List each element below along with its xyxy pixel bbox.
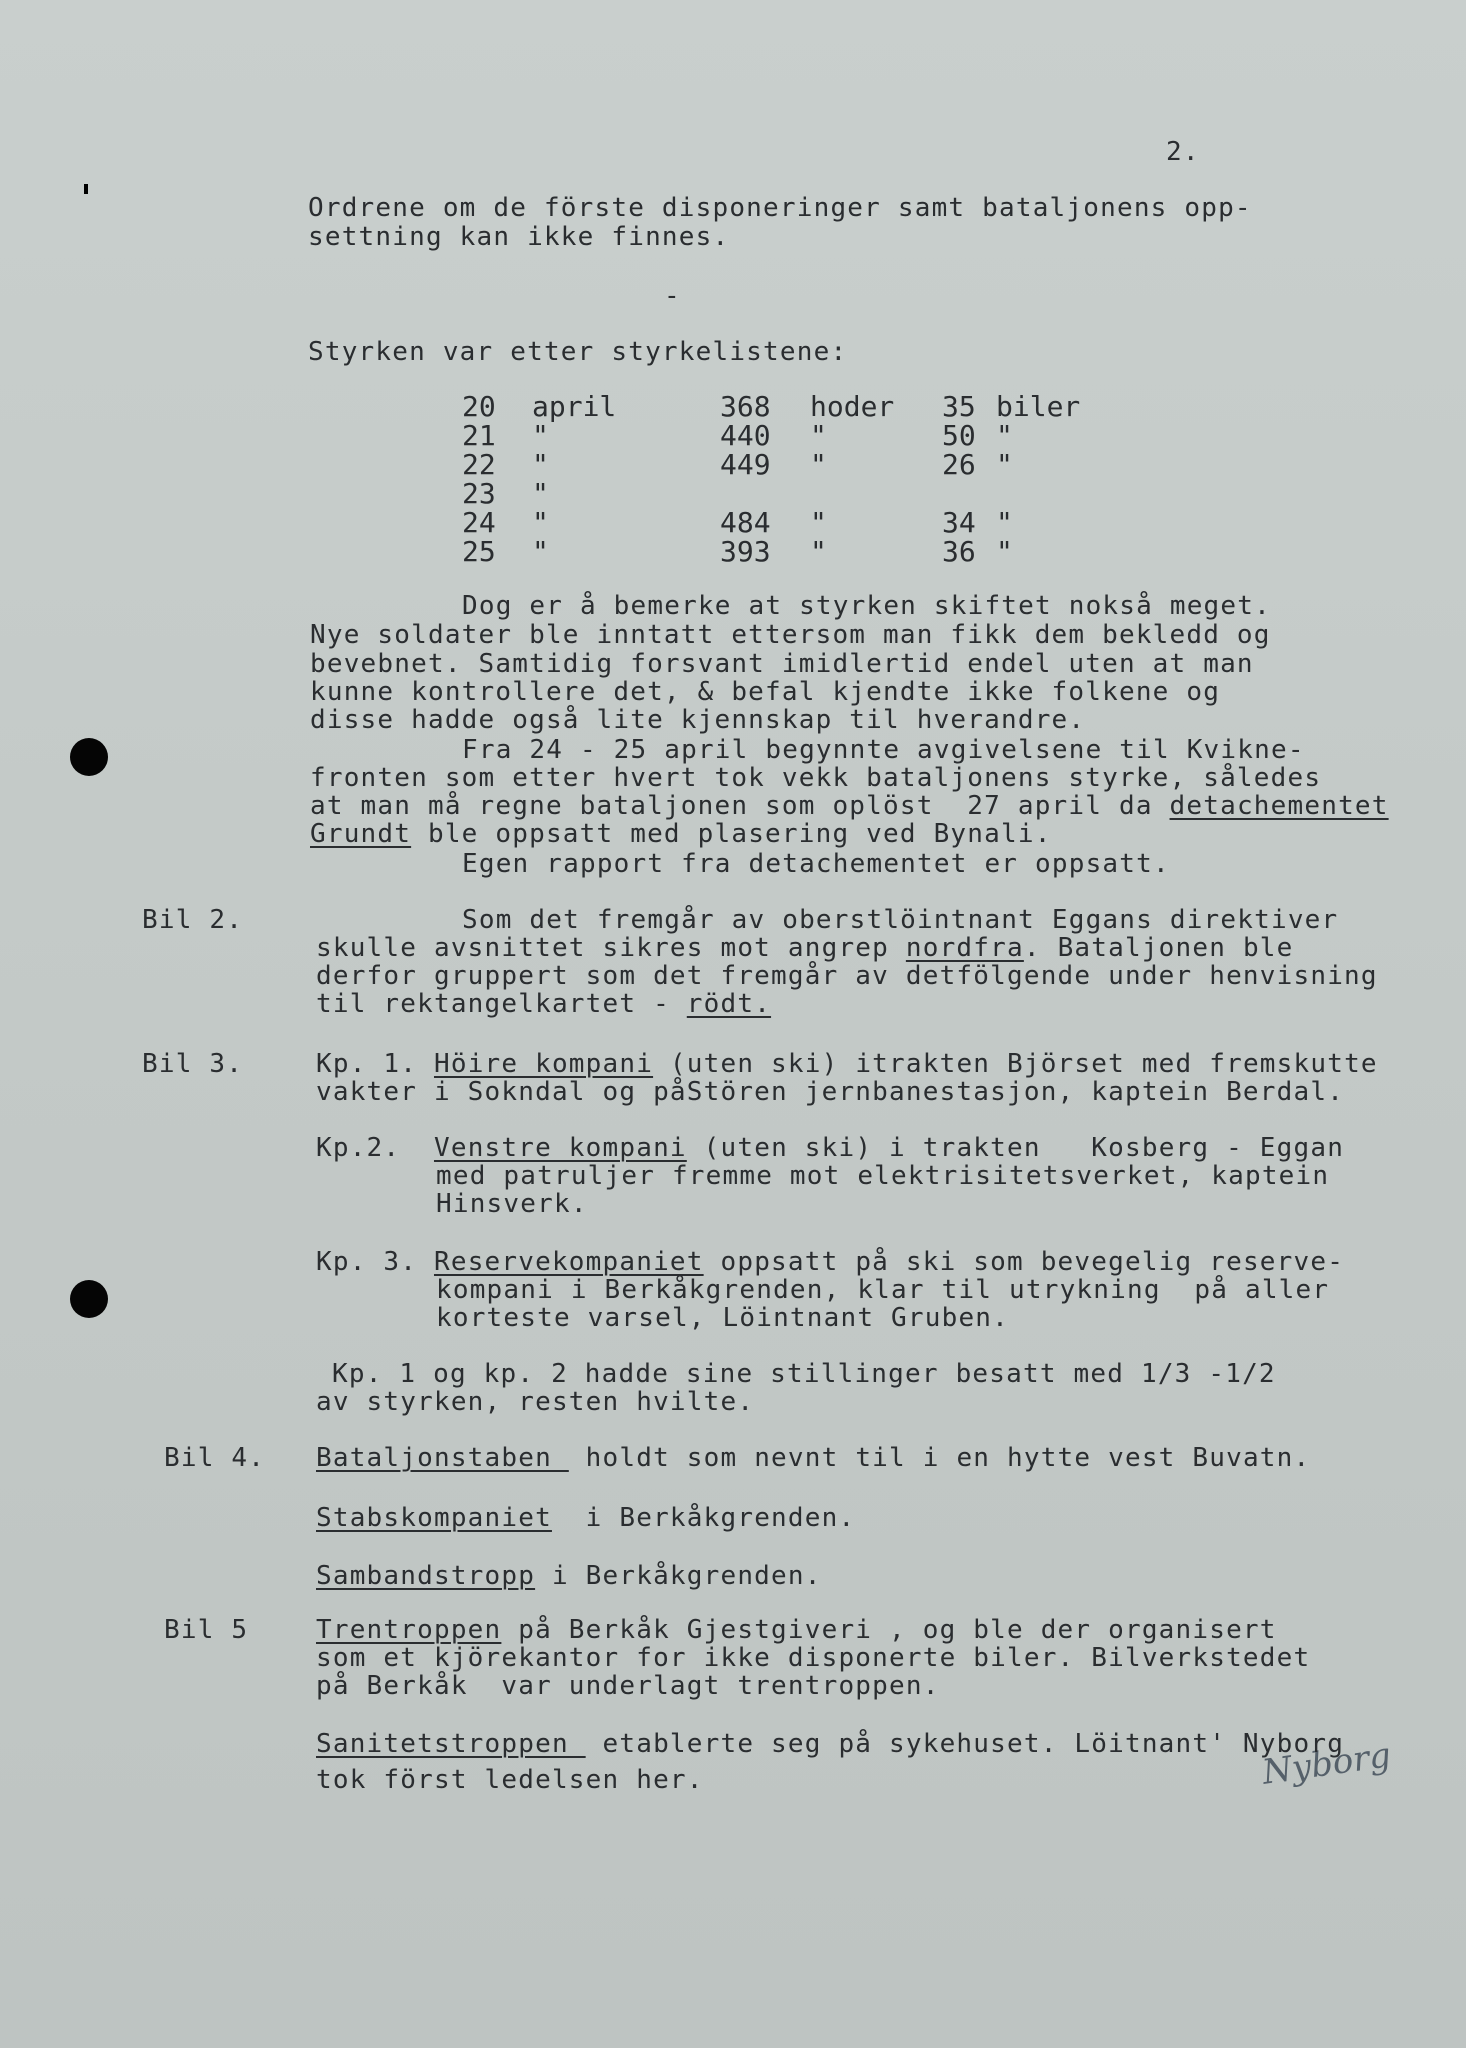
grundt-underlined: Grundt (310, 819, 412, 849)
cars-unit: " (996, 506, 1013, 539)
kp2-line-2: med patruljer fremme mot elektrisitetsverket, kaptein (436, 1161, 1330, 1191)
month: " (532, 535, 549, 568)
sanitet-rest: etablerte seg på sykehuset. Löitnant' Nyborg (585, 1729, 1345, 1759)
sanitet-line (316, 1730, 1344, 1759)
kp3-line-2: kompani i Berkåkgrenden, klar til utrykning på aller (436, 1275, 1330, 1305)
punch-hole-top (70, 738, 108, 776)
para1-line-6: Fra 24 - 25 april begynnte avgivelsene til Kvikne- (462, 735, 1305, 765)
cars: 36 (942, 535, 976, 568)
staff-line (316, 1444, 1310, 1473)
bil2-line-4a: til rektangelkartet - (316, 989, 687, 1019)
kp2-line-1 (316, 1134, 1344, 1163)
kp1-name: Höire kompani (433, 1049, 654, 1079)
para1-line-4: kunne kontrollere det, & befal kjendte ikke folkene og (310, 677, 1221, 707)
bil3-label: Bil 3. (142, 1049, 244, 1079)
para1-line-5: disse hadde også lite kjennskap til hverandre. (310, 705, 1086, 735)
month: april (532, 390, 617, 423)
cars: 35 (942, 390, 976, 423)
bil5-line-1 (316, 1616, 1277, 1645)
cars-unit: " (996, 535, 1013, 568)
cars: 34 (942, 506, 976, 539)
kp1-line-2: vakter i Sokndal og påStören jernbanestasjon, kaptein Berdal. (316, 1077, 1345, 1107)
day: 23 (462, 477, 496, 510)
intro-line-1: Ordrene om de förste disponeringer samt bataljonens opp- (308, 193, 1252, 223)
intro-line-2: settning kan ikke finnes. (308, 222, 730, 252)
kp3-line-3: korteste varsel, Löintnant Gruben. (436, 1303, 1010, 1333)
bil2-line-1: Som det fremgår av oberstlöintnant Eggans direktiver (462, 905, 1339, 935)
heads-unit: " (810, 535, 827, 568)
para1-line-2: Nye soldater ble inntatt ettersom man fikk dem bekledd og (310, 620, 1271, 650)
month: " (532, 448, 549, 481)
month: " (532, 419, 549, 452)
kp3-rest: oppsatt på ski som bevegelig reserve- (703, 1247, 1345, 1277)
para1-line-3: bevebnet. Samtidig forsvant imidlertid endel uten at man (310, 649, 1254, 679)
bil5-last-line: tok först ledelsen her. (316, 1765, 704, 1795)
note-line-2: av styrken, resten hvilte. (316, 1387, 755, 1417)
page-number: 2. (1166, 137, 1200, 167)
para1-line-8-text: at man må regne bataljonen som oplöst 27 april da (310, 791, 1170, 821)
kp1-prefix: Kp. 1. (316, 1049, 434, 1079)
dash: - (664, 281, 681, 311)
trentroppen-name: Trentroppen (316, 1615, 502, 1645)
bil2-label: Bil 2. (142, 905, 244, 935)
heads-unit: " (810, 419, 827, 452)
bil2-line-2a: skulle avsnittet sikres mot angrep (316, 933, 906, 963)
bil2-line-4 (316, 990, 771, 1019)
nordfra-underlined: nordfra (905, 933, 1024, 963)
kp1-line-1 (316, 1050, 1378, 1079)
month: " (532, 506, 549, 539)
bil2-line-2 (316, 934, 1294, 963)
heads: 368 (720, 390, 771, 423)
heads: 393 (720, 535, 771, 568)
day: 20 (462, 390, 496, 423)
kp2-name: Venstre kompani (433, 1133, 687, 1163)
bil4-label: Bil 4. (164, 1443, 266, 1473)
handwritten-note: Nyborg (1259, 1735, 1394, 1793)
kp2-line-3: Hinsverk. (436, 1189, 588, 1219)
punch-hole-bottom (70, 1280, 108, 1318)
rodt-underlined: rödt. (686, 989, 772, 1019)
kp2-prefix: Kp.2. (316, 1133, 434, 1163)
margin-mark (84, 184, 88, 194)
bil5-line-1-rest: på Berkåk Gjestgiveri , og ble der organisert (501, 1615, 1277, 1645)
kp3-name: Reservekompaniet (433, 1247, 704, 1277)
day: 24 (462, 506, 496, 539)
heads: 440 (720, 419, 771, 452)
month: " (532, 477, 549, 510)
signal-line (316, 1562, 822, 1591)
note-line-1: Kp. 1 og kp. 2 hadde sine stillinger besatt med 1/3 -1/2 (332, 1359, 1276, 1389)
para1-line-9 (310, 820, 1052, 849)
kp1-rest: (uten ski) itrakten Björset med fremskutte (653, 1049, 1378, 1079)
company-line (316, 1504, 855, 1533)
heads-unit: " (810, 448, 827, 481)
para1-last: Egen rapport fra detachementet er oppsatt. (462, 849, 1170, 879)
day: 21 (462, 419, 496, 452)
heads-unit: hoder (810, 390, 895, 423)
company-name: Stabskompaniet (316, 1503, 552, 1533)
cars-unit: " (996, 448, 1013, 481)
bil2-line-2b: . Bataljonen ble (1023, 933, 1294, 963)
heads: 484 (720, 506, 771, 539)
heads-unit: " (810, 506, 827, 539)
bil5-line-3: på Berkåk var underlagt trentroppen. (316, 1671, 940, 1701)
kp3-prefix: Kp. 3. (316, 1247, 434, 1277)
day: 25 (462, 535, 496, 568)
cars-unit: biler (996, 390, 1081, 423)
cars: 50 (942, 419, 976, 452)
kp2-rest: (uten ski) i trakten Kosberg - Eggan (686, 1133, 1345, 1163)
para1-line-1: Dog er å bemerke at styrken skiftet nokså meget. (462, 591, 1271, 621)
staff-name: Bataljonstaben (316, 1443, 569, 1473)
day: 22 (462, 448, 496, 481)
bil5-label: Bil 5 (164, 1615, 249, 1645)
para1-line-7: fronten som etter hvert tok vekk bataljonens styrke, således (310, 763, 1322, 793)
bil5-line-2: som et kjörekantor for ikke disponerte biler. Bilverkstedet (316, 1643, 1311, 1673)
signal-name: Sambandstropp (316, 1561, 536, 1591)
detachement-underlined: detachementet (1169, 791, 1389, 821)
signal-rest: i Berkåkgrenden. (535, 1561, 822, 1591)
company-rest: i Berkåkgrenden. (551, 1503, 856, 1533)
staff-rest: holdt som nevnt til i en hytte vest Buvatn. (568, 1443, 1311, 1473)
cars-unit: " (996, 419, 1013, 452)
cars: 26 (942, 448, 976, 481)
sanitet-name: Sanitetstroppen (316, 1729, 586, 1759)
strength-intro: Styrken var etter styrkelistene: (308, 337, 848, 367)
heads: 449 (720, 448, 771, 481)
kp3-line-1 (316, 1248, 1344, 1277)
para1-line-9-rest: ble oppsatt med plasering ved Bynali. (411, 819, 1052, 849)
bil2-line-3: derfor gruppert som det fremgår av detfölgende under henvisning (316, 961, 1378, 991)
para1-line-8 (310, 792, 1389, 821)
